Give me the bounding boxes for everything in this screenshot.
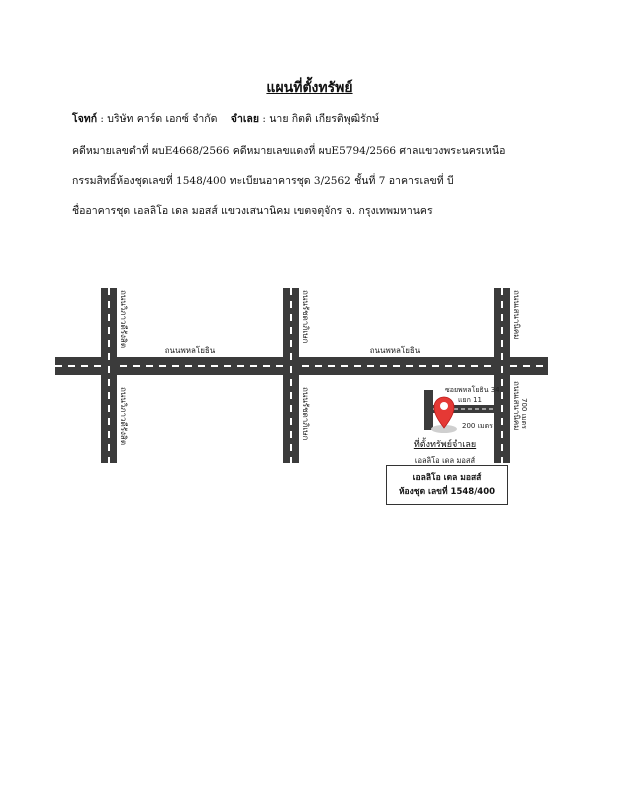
road-v3-bottom-label: ถนนเสนานิคม [512,381,521,431]
location-title: ที่ตั้งทรัพย์จำเลย [413,440,477,450]
distance-road-label: 700 เมตร [520,398,528,429]
location-box [386,465,508,505]
location-subtitle: เอลลิโอ เดล มอสส์ [414,456,476,465]
location-pin-icon [431,397,457,433]
road-v2-bottom-label: ถนนรัชดาภิเษก [301,387,310,441]
road-v3-top-label: ถนนเสนานิคม [512,290,521,340]
road-v1-bottom-label: ถนนวิภาวดีรังสิต [119,387,128,446]
plaintiff-label: โจทก์ [72,113,98,125]
main-road-label-2: ถนนพหลโยธิน [369,346,421,355]
defendant-label: จำเลย [230,113,260,125]
defendant-value: : นาย กิตติ เกียรติพุฒิรักษ์ [259,113,380,125]
plaintiff-value: : บริษัท คาร์ด เอกซ์ จำกัด [97,113,218,125]
main-road-label-1: ถนนพหลโยธิน [164,346,216,355]
ownership-line: กรรมสิทธิ์ห้องชุดเลขที่ 1548/400 ทะเบียนอาคารชุด 3/2562 ชั้นที่ 7 อาคารเลขที่ บี [72,175,454,187]
soi-sub-label: แยก 11 [458,396,482,404]
location-box-line1: เอลลิโอ เดล มอสส์ [412,473,482,483]
soi-name-label: ซอยพหลโยธิน 34 [445,386,500,394]
road-v2-top-label: ถนนรัชดาภิเษก [301,290,310,344]
road-v1-top-label: ถนนวิภาวดีรังสิต [119,290,128,349]
case-numbers-line: คดีหมายเลขดำที่ ผบE4668/2566 คดีหมายเลขแดงที่ ผบE5794/2566 ศาลแขวงพระนครเหนือ [72,145,506,157]
distance-soi-label: 200 เมตร [462,422,493,430]
building-line: ชื่ออาคารชุด เอลลิโอ เดล มอสส์ แขวงเสนานิคม เขตจตุจักร จ. กรุงเทพมหานคร [72,205,433,217]
page-title: แผนที่ตั้งทรัพย์ [266,80,353,96]
location-box-line2: ห้องชุด เลขที่ 1548/400 [398,487,496,497]
